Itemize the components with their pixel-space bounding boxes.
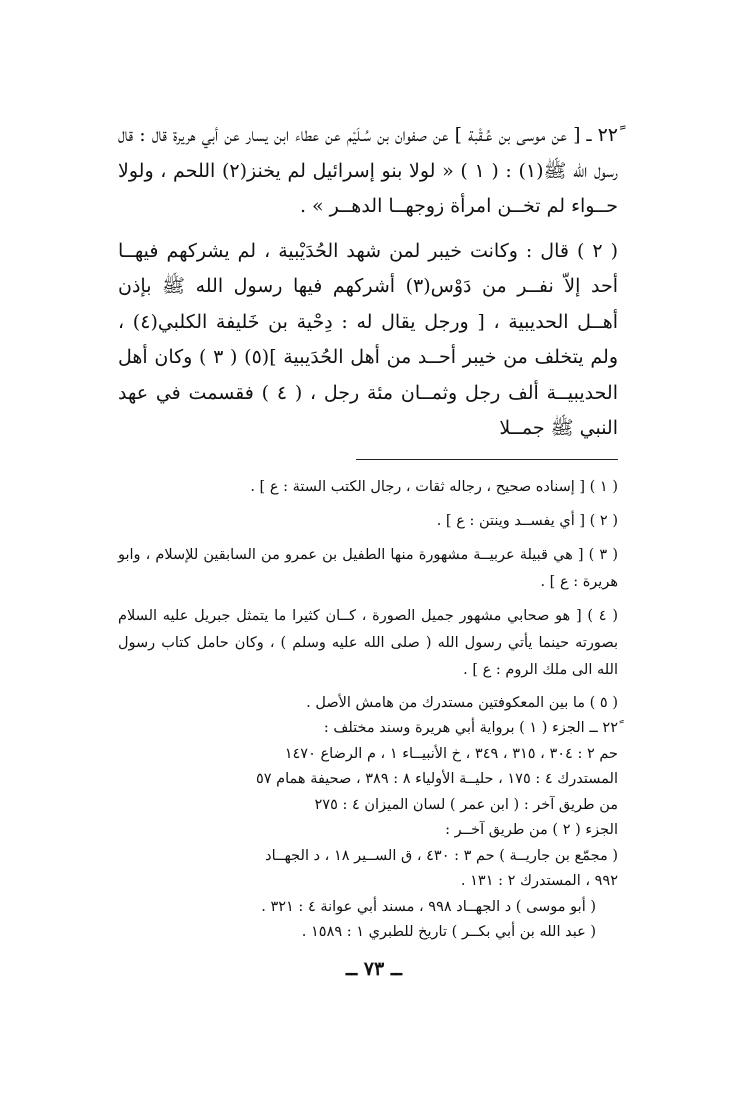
hadith-paragraph-1: ٢٢ً ــ [ عن موسى بن عُـقْبة ] عن صفوان بن سُـلَيْم عن عطاء ابن يسار عن أبي هريرة قال : قال رسول الله ﷺ(١) : ( ١ ) « لولا بنو إسرائيل لم يخنز(٢) اللحم ، ولولا حــواء لم تخــن امرأة زوجهــا الدهــر » . — [118, 124, 618, 217]
source-line: حم ٢ : ٣٠٤ ، ٣١٥ ، ٣٤٩ ، خ الأنبيــاء ١ ، م الرضاع ١٤٧٠ — [284, 745, 618, 762]
footnote-2: ( ٢ ) [ أي يفســد وينتن : ع ] . — [436, 512, 618, 529]
source-line: ( عبد الله بن أبي بكــر ) تاريخ للطبري ١ : ١٥٨٩ . — [301, 924, 596, 940]
source-line: من طريق آخر : ( ابن عمر ) لسان الميزان ٤ : ٢٧٥ — [314, 796, 618, 813]
page-number: ــ ٧٣ ــ — [346, 958, 402, 980]
hadith-paragraph-2: ( ٢ ) قال : وكانت خيبر لمن شهد الحُدَيْبية ، لم يشركهم فيهــا أحد إلاّ نفــر من دَوْس(٣) أشركهم فيها رسول الله ﷺ بإذن أهــل الحديبية ، [ ورجل يقال له : دِحْية بن خَليفة الكلبي(٤) ، ولم يتخلف من خيبر أحــد من أهل الحُدَيبية ](٥) ( ٣ ) وكان أهل الحديبيــة ألف رجل وثمــان مئة رجل ، ( ٤ ) فقسمت في عهد النبي ﷺ جمــلا — [118, 239, 619, 439]
source-line: ٩٩٢ ، المستدرك ٢ : ١٣١ . — [460, 873, 618, 889]
footnote-divider — [356, 459, 618, 460]
source-heading-part-2: الجزء ( ٢ ) من طريق آخــر : — [445, 822, 618, 838]
footnote-4: ( ٤ ) [ هو صحابي مشهور جميل الصورة ، كــان كثيرا ما يتمثل جبريل عليه السلام بصورته حينما يأتي رسول الله ( صلى الله عليه وسلم ) ، وكان حامل كتاب رسول الله الى ملك الروم : ع ] . — [118, 607, 618, 678]
book-page — [118, 118, 618, 946]
footnote-1: ( ١ ) [ إسناده صحيح ، رجاله ثقات ، رجال الكتب الستة : ع ] . — [250, 478, 618, 495]
source-line: ( أبو موسى ) د الجهــاد ٩٩٨ ، مسند أبي عوانة ٤ : ٣٢١ . — [261, 898, 596, 915]
footnote-3: ( ٣ ) [ هي قبيلة عربيــة مشهورة منها الطفيل بن عمرو من السابقين للإسلام ، وابو هريرة : ع ] . — [118, 546, 618, 590]
source-note-5: ( ٥ ) ما بين المعكوفتين مستدرك من هامش الأصل . — [306, 694, 618, 711]
source-line: المستدرك ٤ : ١٧٥ ، حليــة الأولياء ٨ : ٣٨٩ ، صحيفة همام ٥٧ — [255, 771, 618, 787]
footnotes — [118, 474, 618, 684]
hadith-text — [118, 118, 618, 447]
source-line: ( مجمّع بن جاريــة ) حم ٣ : ٤٣٠ ، ق الســير ١٨ ، د الجهــاد — [265, 847, 618, 864]
source-references — [118, 691, 618, 946]
source-heading-part-1: ٢٢ً ــ الجزء ( ١ ) برواية أبي هريرة وسند مختلف : — [323, 720, 618, 736]
